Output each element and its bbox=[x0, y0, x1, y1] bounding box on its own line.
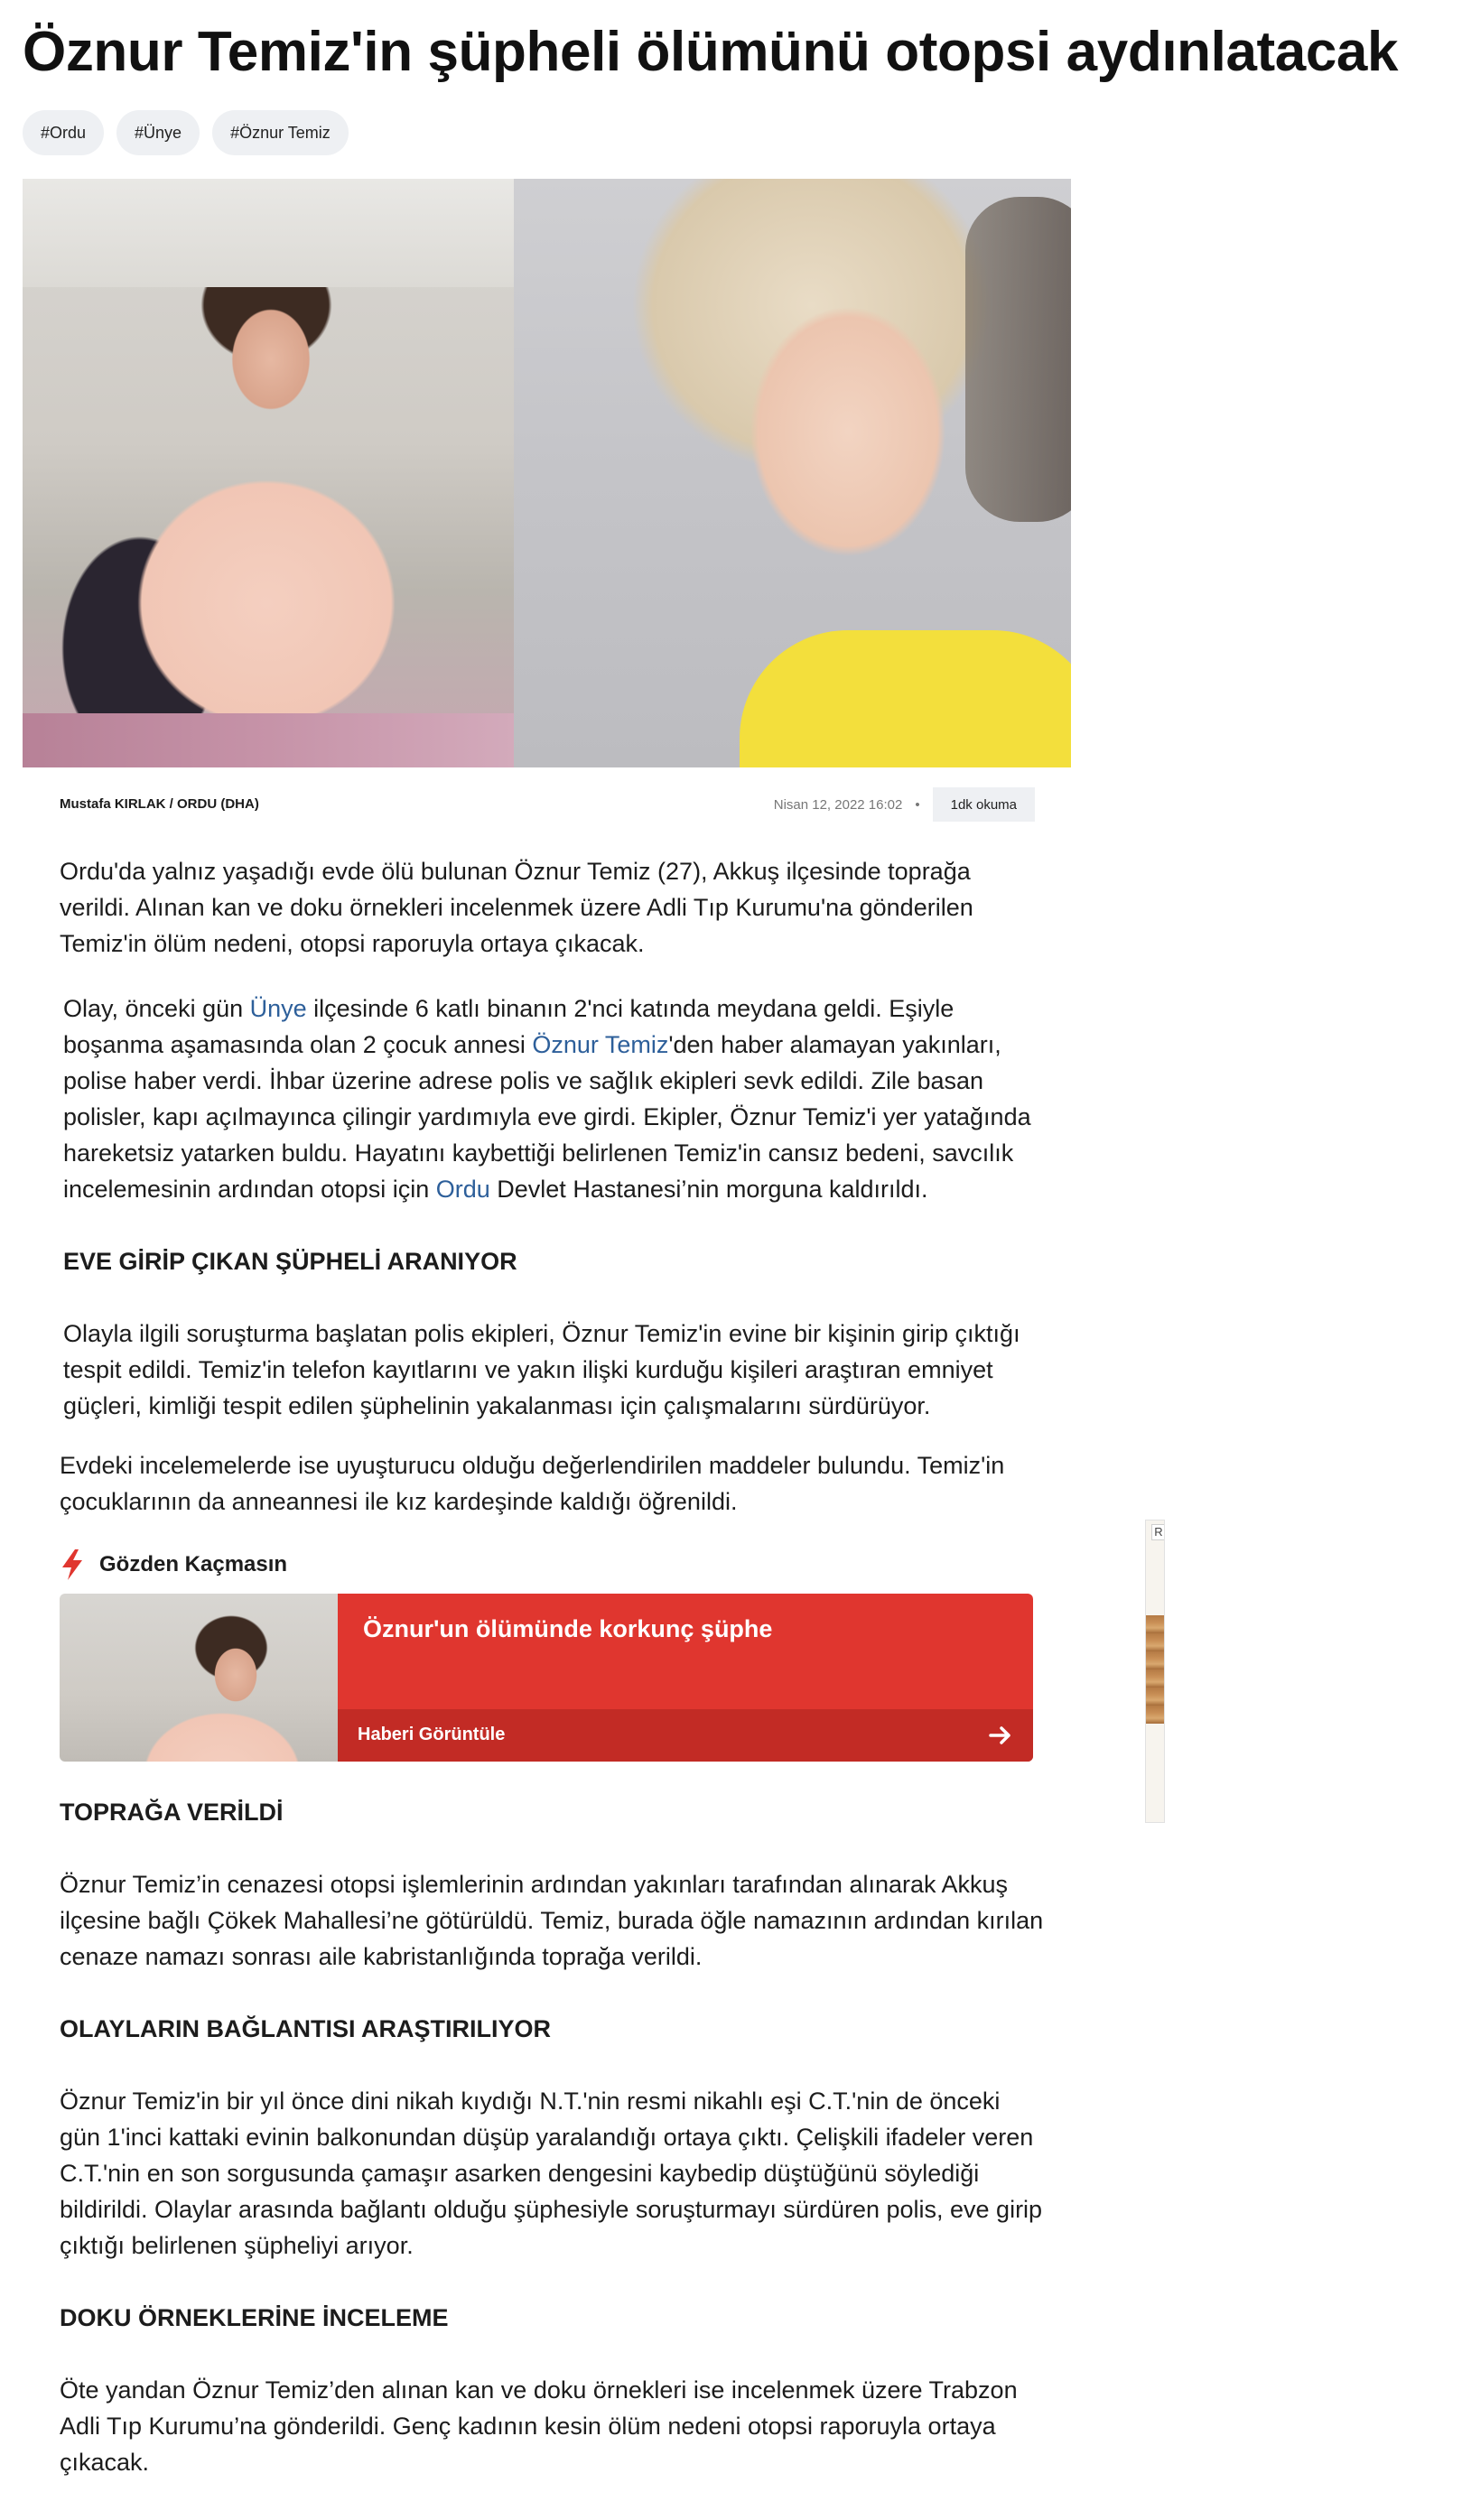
tag-ordu[interactable]: #Ordu bbox=[23, 110, 104, 155]
gozden-title: Gözden Kaçmasın bbox=[99, 1552, 288, 1576]
subheading-eve: EVE GİRİP ÇIKAN ŞÜPHELİ ARANIYOR bbox=[63, 1248, 517, 1275]
ad-image[interactable] bbox=[1146, 1615, 1164, 1724]
page-title: Öznur Temiz'in şüpheli ölümünü otopsi aydınlatacak bbox=[23, 21, 1399, 83]
gozden-heading bbox=[60, 1545, 1044, 1585]
link-unye[interactable]: Ünye bbox=[249, 995, 307, 1022]
ad-label: R bbox=[1151, 1524, 1165, 1540]
link-ordu[interactable]: Ordu bbox=[435, 1176, 490, 1203]
tag-unye[interactable]: #Ünye bbox=[116, 110, 200, 155]
article-paragraph: Evdeki incelemelerde ise uyuşturucu olduğu değerlendirilen maddeler bulundu. Temiz'in çocuklarının da anneannesi ile kız kardeşinde kaldığı öğrenildi. bbox=[60, 1452, 1005, 1515]
paragraph-text: 'den haber alamayan yakınları, polise haber verdi. İhbar üzerine adrese polis ve sağlık ekipleri sevk edildi. Zile basan polisler, kapı açılmayınca çilingir yardımıyla eve girdi. Ekipler, Öznur Temiz'i yer yatağında hareketsiz yatarken buldu. Hayatını kaybettiği belirlenen Temiz'in cansız bedeni, savcılık incelemesinin ardından otopsi için bbox=[63, 1031, 1031, 1203]
article-paragraph: Öznur Temiz'in bir yıl önce dini nikah kıydığı N.T.'nin resmi nikahlı eşi C.T.'nin de önceki gün 1'inci kattaki evinin balkonundan düşüp yaralandığı ortaya çıktı. Çelişkili ifadeler veren C.T.'nin en son sorgusunda çamaşır asarken dengesini kaybedip düştüğünü söylediği bildirildi. Olaylar arasında bağlantı olduğu şüphesiyle soruşturmayı sürdüren polis, eve girip çıktığı belirlenen şüpheliyi arıyor. bbox=[60, 2088, 1043, 2259]
paragraph-text: ilçesinde 6 katlı binanın 2'nci katında meydana geldi. Eşiyle boşanma aşamasında olan 2 çocuk annesi bbox=[63, 995, 954, 1058]
hero-photo-left bbox=[23, 179, 514, 767]
meta-separator: • bbox=[915, 796, 920, 813]
card-cta-bar[interactable] bbox=[338, 1709, 1033, 1762]
tag-list bbox=[23, 110, 349, 155]
meta-right bbox=[774, 787, 1035, 822]
photo-blanket bbox=[23, 713, 514, 767]
article-meta bbox=[60, 787, 1035, 822]
subheading-topraga: TOPRAĞA VERİLDİ bbox=[60, 1799, 284, 1826]
article-paragraph bbox=[60, 990, 1044, 1207]
article-body bbox=[60, 853, 1044, 2480]
arrow-right-icon[interactable] bbox=[988, 1723, 1013, 1748]
hero-image bbox=[23, 179, 1071, 767]
article-paragraph: Öznur Temiz’in cenazesi otopsi işlemlerinin ardından yakınları tarafından alınarak Akkuş ilçesine bağlı Çökek Mahallesi’ne götürüldü. Temiz, burada öğle namazının ardından kırılan cenaze namazı sonrası aile kabristanlığında toprağa verildi. bbox=[60, 1871, 1044, 1970]
lightning-bolt-icon bbox=[60, 1548, 85, 1581]
photo-background bbox=[23, 179, 514, 287]
article-paragraph: Öte yandan Öznur Temiz’den alınan kan ve doku örnekleri ise incelenmek üzere Trabzon Adli Tıp Kurumu’na gönderildi. Genç kadının kesin ölüm nedeni otopsi raporuyla ortaya çıkacak. bbox=[60, 2376, 1018, 2476]
recommended-news-card[interactable] bbox=[60, 1594, 1033, 1762]
link-oznur-temiz[interactable]: Öznur Temiz bbox=[532, 1031, 669, 1058]
hero-photo-right bbox=[514, 179, 1071, 767]
card-thumbnail bbox=[60, 1594, 338, 1762]
paragraph-text: Devlet Hastanesi’nin morguna kaldırıldı. bbox=[489, 1176, 928, 1203]
sidebar-ad[interactable] bbox=[1145, 1520, 1165, 1823]
photo-hair bbox=[965, 197, 1071, 522]
card-body bbox=[338, 1594, 1033, 1762]
card-cta-label[interactable]: Haberi Görüntüle bbox=[358, 1725, 506, 1744]
article-paragraph: Olayla ilgili soruşturma başlatan polis ekipleri, Öznur Temiz'in evine bir kişinin girip çıktığı tespit edildi. Temiz'in telefon kayıtlarını ve yakın ilişki kurduğu kişileri araştıran emniyet güçleri, kimliği tespit edilen şüphelinin yakalanması için çalışmalarını sürdürüyor. bbox=[63, 1320, 1020, 1419]
byline: Mustafa KIRLAK / ORDU (DHA) bbox=[60, 796, 259, 812]
photo-shirt bbox=[740, 630, 1071, 767]
paragraph-text: Olay, önceki gün bbox=[63, 995, 250, 1022]
read-time-badge: 1dk okuma bbox=[933, 787, 1035, 822]
subheading-baglanti: OLAYLARIN BAĞLANTISI ARAŞTIRILIYOR bbox=[60, 2015, 552, 2042]
publish-date: Nisan 12, 2022 16:02 bbox=[773, 796, 903, 813]
card-title[interactable]: Öznur'un ölümünde korkunç şüphe bbox=[363, 1615, 773, 1642]
tag-oznur-temiz[interactable]: #Öznur Temiz bbox=[212, 110, 349, 155]
article-lead: Ordu'da yalnız yaşadığı evde ölü bulunan Öznur Temiz (27), Akkuş ilçesinde toprağa verildi. Alınan kan ve doku örnekleri incelenmek üzere Adli Tıp Kurumu'na gönderilen Temiz'in ölüm nedeni, otopsi raporuyla ortaya çıkacak. bbox=[60, 858, 973, 957]
subheading-doku: DOKU ÖRNEKLERİNE İNCELEME bbox=[60, 2304, 449, 2331]
